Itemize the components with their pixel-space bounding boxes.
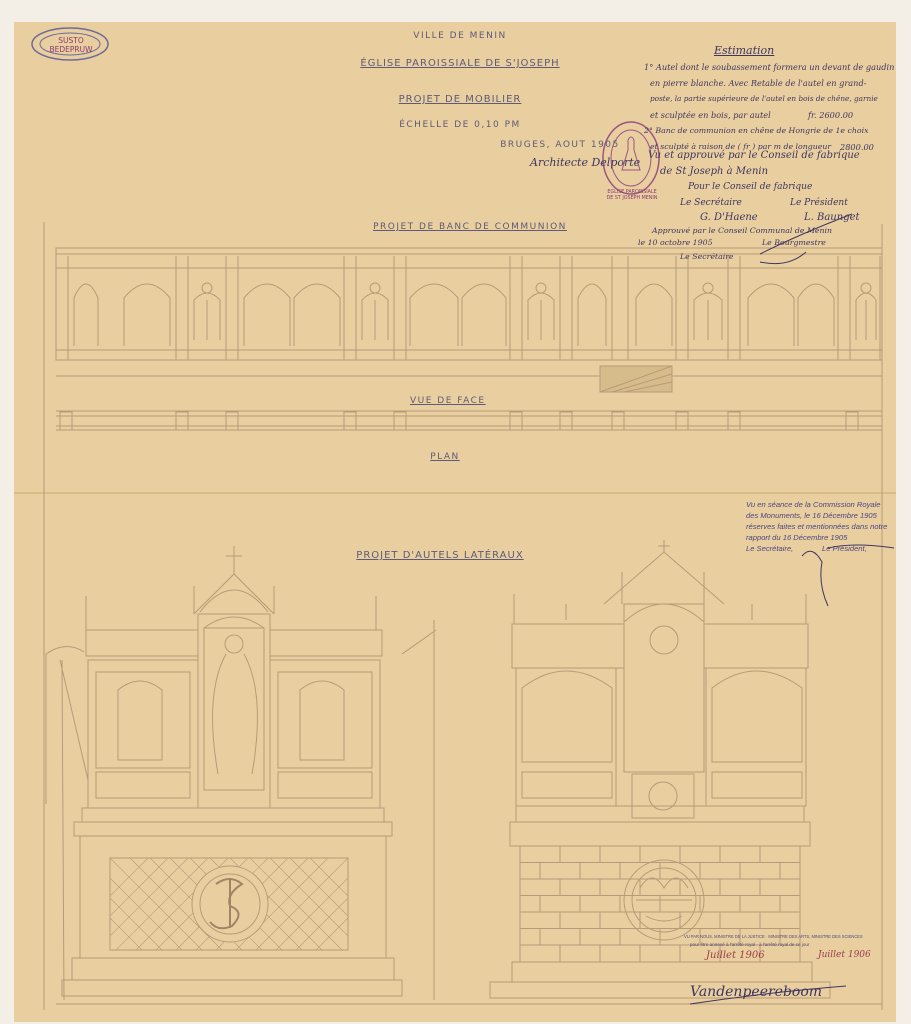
rail-lancet xyxy=(528,293,554,340)
council-line-8: Le Secrétaire xyxy=(680,252,734,261)
rail-rosette xyxy=(202,283,212,293)
ministry-stamp-line-2: pour être annexé à l'arrêté royal · à l'arrêté royal de ce jour xyxy=(690,942,810,947)
ministry-date-right: Juillet 1906 xyxy=(818,950,871,960)
plan-post xyxy=(612,412,624,430)
rail-arch xyxy=(798,284,834,346)
plan-post xyxy=(394,412,406,430)
project-title: PROJET DE MOBILIER xyxy=(398,94,522,105)
estimate-amount-2: 2800.00 xyxy=(840,142,874,152)
commission-line-1: Vu en séance de la Commission Royale xyxy=(746,500,881,509)
architect-signature: Architecte Delporte xyxy=(530,156,641,169)
council-line-7: le 10 octobre 1905 xyxy=(638,238,713,247)
rail-arch xyxy=(410,284,458,346)
estimate-line-2: en pierre blanche. Avec Retable de l'autel en grand- xyxy=(650,78,867,88)
rail-rosette xyxy=(861,283,871,293)
rail-lancet xyxy=(694,293,722,340)
estimate-line-1: 1° Autel dont le soubassement formera un devant de gaudin xyxy=(644,62,895,72)
plan-post xyxy=(60,412,72,430)
top-view-label: VUE DE FACE xyxy=(410,396,486,406)
commission-line-2: des Monuments, le 16 Décembre 1905 xyxy=(746,511,877,520)
rail-rosette xyxy=(703,283,713,293)
commission-secretary: Le Secrétaire, xyxy=(746,544,794,553)
council-line-5b: L. Baunget xyxy=(804,212,860,223)
church-stamp: EGLISE PAROISSIALE DE ST JOSEPH MENIN xyxy=(606,190,658,201)
rail-arch xyxy=(294,284,340,346)
communion-rail-elevation xyxy=(56,248,882,392)
rail-rosette xyxy=(536,283,546,293)
plan-post xyxy=(510,412,522,430)
plan-post xyxy=(176,412,188,430)
plan-label: PLAN xyxy=(430,452,460,462)
estimate-line-4: et sculptée en bois, par autel xyxy=(650,110,771,120)
church-title: ÉGLISE PAROISSIALE DE S'JOSEPH xyxy=(360,58,560,69)
rail-arch xyxy=(244,284,290,346)
rail-rosette xyxy=(370,283,380,293)
commission-line-3: réserves faites et mentionnées dans notre xyxy=(746,522,888,531)
council-line-6: Approuvé par le Conseil Communal de Menin xyxy=(652,226,833,235)
left-altar-elevation xyxy=(46,546,436,1000)
estimate-title: Estimation xyxy=(714,44,775,57)
rail-lancet xyxy=(362,293,388,340)
council-line-7b: Le Bourgmestre xyxy=(762,238,826,247)
plan-post xyxy=(728,412,740,430)
rail-arch xyxy=(124,284,170,346)
plan-post xyxy=(560,412,572,430)
place-date: BRUGES, AOUT 1905 xyxy=(500,140,620,150)
communion-rail-title: PROJET DE BANC DE COMMUNION xyxy=(373,222,567,232)
estimate-line-6: et sculpté à raison de ( fr ) par m de longueur xyxy=(650,142,832,151)
rail-plan-view xyxy=(56,411,882,430)
scale-label: ÉCHELLE DE 0,10 PM xyxy=(399,120,521,130)
council-line-3: Pour le Conseil de fabrique xyxy=(688,182,813,192)
rail-arch xyxy=(748,284,794,346)
rail-lancet xyxy=(194,293,220,340)
estimate-line-3: poste, la partie supérieure de l'autel en bois de chêne, garnie xyxy=(650,94,878,103)
commission-signature-flourish xyxy=(802,545,894,606)
rail-arch xyxy=(74,284,98,346)
council-line-2: de St Joseph à Menin xyxy=(660,166,769,177)
side-altars-title: PROJET D'AUTELS LATÉRAUX xyxy=(356,550,524,561)
council-line-4: Le Secrétaire xyxy=(680,198,742,208)
plan-posts xyxy=(60,412,858,430)
town-title: VILLE DE MENIN xyxy=(413,31,507,41)
council-line-1: Vu et approuvé par le Conseil de fabrique xyxy=(648,150,860,161)
ministry-date-left: Juillet 1906 xyxy=(706,950,765,961)
rail-arch xyxy=(636,284,672,346)
rail-panels xyxy=(56,256,880,360)
estimate-line-5: 2° Banc de communion en chêne de Hongrie de 1e choix xyxy=(644,126,869,135)
estimate-amount-1: fr. 2600.00 xyxy=(808,110,854,120)
corner-stamp: SUSTO BEDEPRUW xyxy=(49,36,93,54)
plan-post xyxy=(846,412,858,430)
council-line-5: G. D'Haene xyxy=(700,212,758,223)
plan-post xyxy=(676,412,688,430)
rail-lancet xyxy=(856,293,876,340)
plan-post xyxy=(344,412,356,430)
commission-president: Le Président, xyxy=(822,544,867,553)
ministry-stamp-line-1: VU PAR NOUS, MINISTRE DE LA JUSTICE · MINISTRE DES ARTS, MINISTRE DES SCIENCES xyxy=(684,934,863,939)
rail-arch xyxy=(578,284,606,346)
commission-line-4: rapport du 16 Décembre 1905 xyxy=(746,533,848,542)
rail-arch xyxy=(462,284,506,346)
plan-post xyxy=(226,412,238,430)
council-line-4b: Le Président xyxy=(790,198,848,208)
minister-signature: Vandenpeereboom xyxy=(690,984,823,1000)
